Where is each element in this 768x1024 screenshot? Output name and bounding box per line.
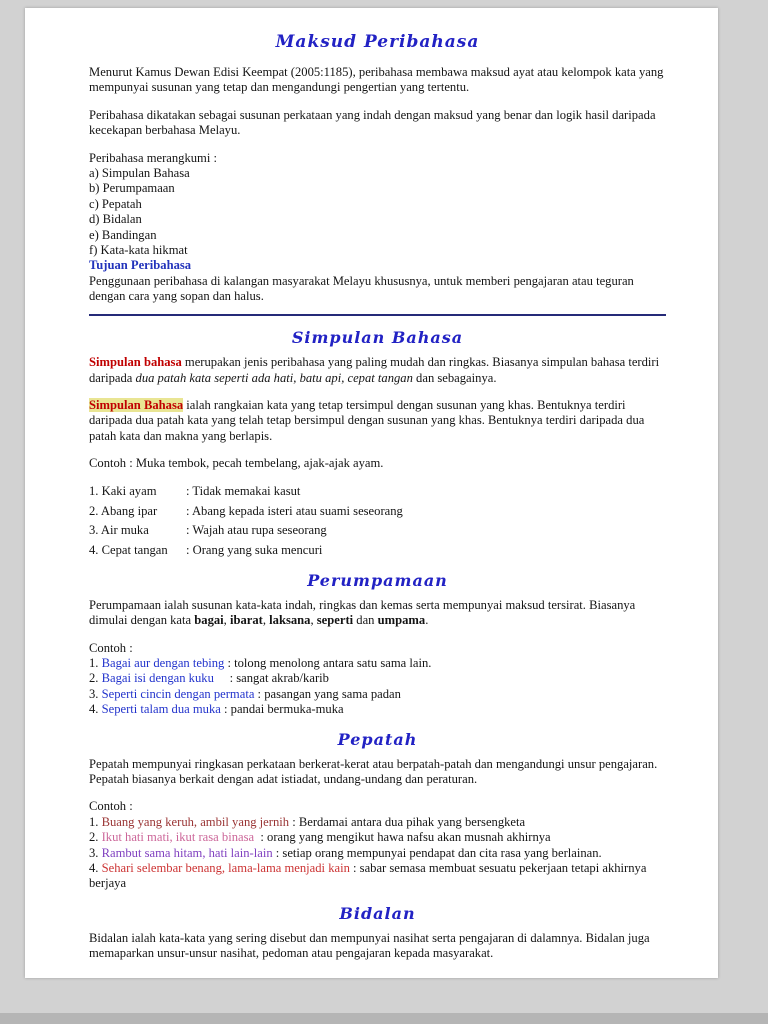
section-heading-perumpamaan: Perumpamaan <box>307 570 448 590</box>
list-title: Peribahasa merangkumi : <box>89 150 217 165</box>
simpulan-example-item <box>89 484 666 499</box>
contoh-label: Contoh : <box>89 799 133 814</box>
paragraph-text: merupakan jenis peribahasa yang paling mudah dan ringkas. Biasanya simpulan bahasa terdiri daripada <box>89 355 663 385</box>
example-term: 3. Air muka <box>89 523 149 538</box>
list-item-d: d) Bidalan <box>89 212 142 227</box>
simpulan-example-item <box>89 543 666 558</box>
item-number: 1. <box>89 655 102 670</box>
pepatah-example-list <box>89 799 666 891</box>
bold-word: bagai <box>194 613 224 628</box>
item-definition: : sangat akrab/karib <box>213 671 329 686</box>
item-number: 3. <box>89 845 102 860</box>
item-definition: : setiap orang mempunyai pendapat dan cita rasa yang berlainan. <box>272 845 602 860</box>
tujuan-heading: Tujuan Peribahasa <box>89 258 192 273</box>
bold-word: umpama <box>377 613 426 628</box>
proverb-phrase: Seperti talam dua muka <box>101 702 221 717</box>
simpulan-example-item <box>89 523 666 538</box>
italic-examples: dua patah kata seperti ada hati, batu api, cepat tangan <box>135 370 413 385</box>
simpulan-paragraph-1 <box>89 355 666 386</box>
paragraph-text: , <box>223 613 230 628</box>
list-item-a: a) Simpulan Bahasa <box>89 166 190 181</box>
intro-paragraph-2: Peribahasa dikatakan sebagai susunan perkataan yang indah dengan maksud yang benar dan logik hasil daripada kecekapan berbahasa Melayu. <box>89 107 656 138</box>
example-definition: : Wajah atau rupa seseorang <box>186 523 327 538</box>
item-definition: : tolong menolong antara satu sama lain. <box>224 655 432 670</box>
perumpamaan-example-list <box>89 641 666 718</box>
section-heading-simpulan-bahasa: Simpulan Bahasa <box>291 328 464 348</box>
item-number: 1. <box>89 814 102 829</box>
proverb-phrase: Seperti cincin dengan permata <box>101 686 255 701</box>
section-divider <box>89 314 666 317</box>
paragraph-text: dan sebagainya. <box>412 370 497 385</box>
list-item-b: b) Perumpamaan <box>89 181 175 196</box>
paragraph-text: , <box>262 613 270 628</box>
paragraph-text: dan <box>353 613 378 628</box>
example-definition: : Tidak memakai kasut <box>186 483 301 498</box>
item-number: 4. <box>89 702 102 717</box>
pepatah-intro: Pepatah mempunyai ringkasan perkataan berkerat-kerat atau berpatah-patah dan mengandungi unsur pengajaran. Pepatah biasanya berkait dengan adat istiadat, undang-undang dan peraturan. <box>89 756 658 786</box>
item-definition: : Berdamai antara dua pihak yang bersengketa <box>289 814 526 829</box>
proverb-phrase: Bagai aur dengan tebing <box>101 655 225 670</box>
list-item-e: e) Bandingan <box>89 227 157 242</box>
example-definition: : Abang kepada isteri atau suami seseorang <box>186 503 403 518</box>
keyword-simpulan-bahasa: Simpulan bahasa <box>89 355 182 370</box>
pepatah-example-item <box>89 830 666 845</box>
item-definition: : orang yang mengikut hawa nafsu akan musnah akhirnya <box>254 830 551 845</box>
proverb-phrase: Sehari selembar benang, lama-lama menjadi kain <box>101 861 350 876</box>
perumpamaan-example-item <box>89 656 666 671</box>
bold-word: laksana <box>269 613 311 628</box>
pepatah-example-item <box>89 815 666 830</box>
document-page <box>25 8 718 978</box>
proverb-phrase: Ikut hati mati, ikut rasa binasa <box>101 830 255 845</box>
item-number: 2. <box>89 830 102 845</box>
bold-word: seperti <box>316 613 354 628</box>
paragraph-text: . <box>425 613 429 628</box>
tujuan-text: Penggunaan peribahasa di kalangan masyarakat Melayu khususnya, untuk memberi pengajaran atau teguran dengan cara yang sopan dan halus. <box>89 273 634 304</box>
page-content <box>25 8 718 978</box>
proverb-phrase: Bagai isi dengan kuku <box>101 671 214 686</box>
simpulan-example-list <box>89 484 666 559</box>
item-definition: : sabar semasa membuat sesuatu pekerjaan tetapi akhirnya berjaya <box>89 861 650 891</box>
list-item-c: c) Pepatah <box>89 196 142 211</box>
viewer-bottom-bar <box>0 1013 768 1024</box>
list-item-f: f) Kata-kata hikmat <box>89 243 188 258</box>
perumpamaan-example-item <box>89 702 666 717</box>
bidalan-text: Bidalan ialah kata-kata yang sering disebut dan mempunyai nasihat serta pengajaran di dalamnya. Bidalan juga memaparkan unsur-unsur nasihat, pedoman atau pengajaran kepada masyarakat. <box>89 930 650 961</box>
peribahasa-type-list <box>89 151 666 259</box>
perumpamaan-example-item <box>89 687 666 702</box>
pepatah-example-item <box>89 861 666 892</box>
simpulan-contoh-line: Contoh : Muka tembok, pecah tembelang, ajak-ajak ayam. <box>89 456 384 471</box>
paragraph-text: , <box>310 613 317 628</box>
example-term: 2. Abang ipar <box>89 503 158 518</box>
example-term: 1. Kaki ayam <box>89 483 157 498</box>
example-definition: : Orang yang suka mencuri <box>186 543 323 558</box>
bold-word: ibarat <box>229 613 263 628</box>
contoh-label: Contoh : <box>89 640 133 655</box>
perumpamaan-example-item <box>89 671 666 686</box>
section-heading-pepatah: Pepatah <box>337 729 418 749</box>
section-heading-bidalan: Bidalan <box>339 903 416 923</box>
item-definition: : pasangan yang sama padan <box>254 686 401 701</box>
item-number: 3. <box>89 686 102 701</box>
perumpamaan-intro <box>89 598 666 629</box>
keyword-simpulan-bahasa-highlighted: Simpulan Bahasa <box>89 398 184 412</box>
document-title: Maksud Peribahasa <box>275 32 480 52</box>
item-number: 2. <box>89 671 102 686</box>
simpulan-paragraph-2 <box>89 398 666 444</box>
item-definition: : pandai bermuka-muka <box>220 702 344 717</box>
proverb-phrase: Rambut sama hitam, hati lain-lain <box>101 845 273 860</box>
proverb-phrase: Buang yang keruh, ambil yang jernih <box>101 814 290 829</box>
item-number: 4. <box>89 861 102 876</box>
simpulan-example-item <box>89 504 666 519</box>
pepatah-example-item <box>89 846 666 861</box>
paragraph-text: Perumpamaan ialah susunan kata-kata indah, ringkas dan kemas serta mempunyai maksud tersirat. Biasanya dimulai dengan kata <box>89 597 639 628</box>
example-term: 4. Cepat tangan <box>89 543 168 558</box>
intro-paragraph-1: Menurut Kamus Dewan Edisi Keempat (2005:1185), peribahasa membawa maksud ayat atau kelompok kata yang mempunyai susunan yang tetap dan mengandungi pengertian yang tertentu. <box>89 65 664 95</box>
paragraph-text: ialah rangkaian kata yang tetap tersimpul dengan susunan yang khas. Bentuknya terdiri daripada dua patah kata yang telah tetap bersimpul dengan susunan yang khas. Bentuknya terdiri daripada dua patah kata dan makna yang berlapis. <box>89 398 648 443</box>
